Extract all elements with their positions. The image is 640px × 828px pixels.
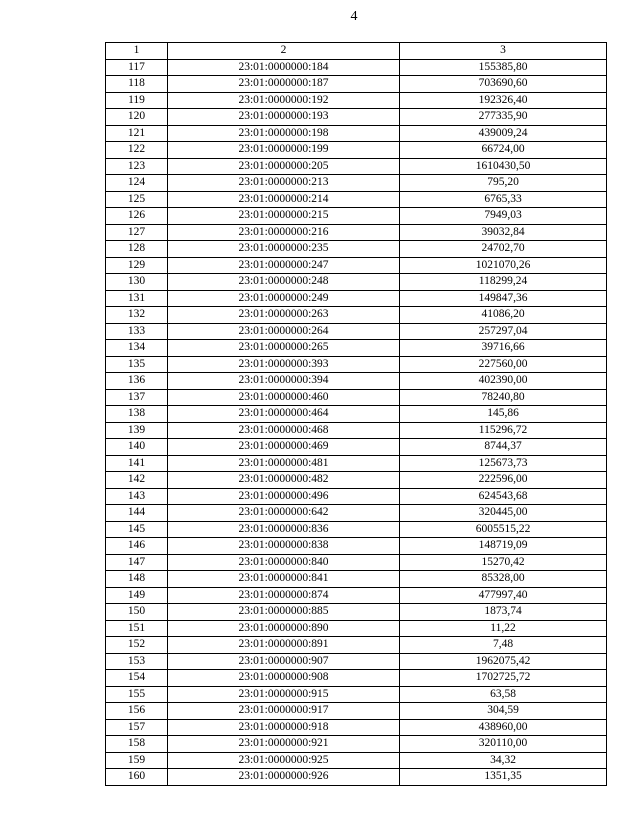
cadastral-number-cell: 23:01:0000000:198	[168, 125, 400, 142]
value-cell: 6005515,22	[400, 521, 607, 538]
value-cell: 41086,20	[400, 307, 607, 324]
table-row	[106, 488, 607, 505]
value-cell: 8744,37	[400, 439, 607, 456]
row-number-cell: 136	[106, 373, 168, 390]
cadastral-number-cell: 23:01:0000000:642	[168, 505, 400, 522]
row-number-cell: 126	[106, 208, 168, 225]
table-row	[106, 554, 607, 571]
row-number-cell: 131	[106, 290, 168, 307]
value-cell: 125673,73	[400, 455, 607, 472]
row-number-cell: 150	[106, 604, 168, 621]
cadastral-number-cell: 23:01:0000000:394	[168, 373, 400, 390]
cadastral-number-cell: 23:01:0000000:213	[168, 175, 400, 192]
table-row	[106, 307, 607, 324]
data-table	[105, 42, 607, 786]
value-cell: 34,32	[400, 752, 607, 769]
row-number-cell: 133	[106, 323, 168, 340]
cadastral-number-cell: 23:01:0000000:838	[168, 538, 400, 555]
cadastral-number-cell: 23:01:0000000:216	[168, 224, 400, 241]
value-cell: 402390,00	[400, 373, 607, 390]
row-number-cell: 119	[106, 92, 168, 109]
row-number-cell: 124	[106, 175, 168, 192]
value-cell: 1021070,26	[400, 257, 607, 274]
row-number-cell: 144	[106, 505, 168, 522]
cadastral-number-cell: 23:01:0000000:187	[168, 76, 400, 93]
cadastral-number-cell: 23:01:0000000:926	[168, 769, 400, 786]
table-row	[106, 373, 607, 390]
table-row	[106, 142, 607, 159]
cadastral-number-cell: 23:01:0000000:917	[168, 703, 400, 720]
row-number-cell: 139	[106, 422, 168, 439]
row-number-cell: 117	[106, 59, 168, 76]
value-cell: 39716,66	[400, 340, 607, 357]
cadastral-number-cell: 23:01:0000000:874	[168, 587, 400, 604]
table-row	[106, 92, 607, 109]
row-number-cell: 137	[106, 389, 168, 406]
cadastral-number-cell: 23:01:0000000:264	[168, 323, 400, 340]
table-row	[106, 109, 607, 126]
row-number-cell: 160	[106, 769, 168, 786]
table-row	[106, 505, 607, 522]
table-row	[106, 439, 607, 456]
value-cell: 227560,00	[400, 356, 607, 373]
row-number-cell: 148	[106, 571, 168, 588]
cadastral-number-cell: 23:01:0000000:468	[168, 422, 400, 439]
value-cell: 703690,60	[400, 76, 607, 93]
row-number-cell: 149	[106, 587, 168, 604]
row-number-cell: 159	[106, 752, 168, 769]
row-number-cell: 151	[106, 620, 168, 637]
table-row	[106, 653, 607, 670]
cadastral-number-cell: 23:01:0000000:199	[168, 142, 400, 159]
header-row	[106, 43, 607, 60]
value-cell: 320110,00	[400, 736, 607, 753]
table-row	[106, 241, 607, 258]
value-cell: 320445,00	[400, 505, 607, 522]
cadastral-number-cell: 23:01:0000000:393	[168, 356, 400, 373]
row-number-cell: 127	[106, 224, 168, 241]
table-row	[106, 422, 607, 439]
cadastral-number-cell: 23:01:0000000:836	[168, 521, 400, 538]
table-header	[106, 43, 607, 60]
row-number-cell: 128	[106, 241, 168, 258]
value-cell: 24702,70	[400, 241, 607, 258]
value-cell: 795,20	[400, 175, 607, 192]
table-row	[106, 76, 607, 93]
table-row	[106, 670, 607, 687]
cadastral-number-cell: 23:01:0000000:496	[168, 488, 400, 505]
table-row	[106, 752, 607, 769]
value-cell: 115296,72	[400, 422, 607, 439]
table-row	[106, 125, 607, 142]
row-number-cell: 158	[106, 736, 168, 753]
value-cell: 11,22	[400, 620, 607, 637]
cadastral-number-cell: 23:01:0000000:464	[168, 406, 400, 423]
cadastral-number-cell: 23:01:0000000:482	[168, 472, 400, 489]
value-cell: 155385,80	[400, 59, 607, 76]
value-cell: 438960,00	[400, 719, 607, 736]
table-row	[106, 406, 607, 423]
cadastral-number-cell: 23:01:0000000:215	[168, 208, 400, 225]
header-cell-3: 3	[400, 43, 607, 60]
table-row	[106, 356, 607, 373]
value-cell: 439009,24	[400, 125, 607, 142]
cadastral-number-cell: 23:01:0000000:235	[168, 241, 400, 258]
row-number-cell: 134	[106, 340, 168, 357]
cadastral-number-cell: 23:01:0000000:184	[168, 59, 400, 76]
header-cell-1: 1	[106, 43, 168, 60]
table-row	[106, 208, 607, 225]
cadastral-number-cell: 23:01:0000000:921	[168, 736, 400, 753]
cadastral-number-cell: 23:01:0000000:840	[168, 554, 400, 571]
table-row	[106, 323, 607, 340]
value-cell: 6765,33	[400, 191, 607, 208]
value-cell: 1702725,72	[400, 670, 607, 687]
page-number: 4	[350, 9, 358, 24]
table-row	[106, 191, 607, 208]
cadastral-number-cell: 23:01:0000000:247	[168, 257, 400, 274]
value-cell: 7949,03	[400, 208, 607, 225]
row-number-cell: 147	[106, 554, 168, 571]
row-number-cell: 157	[106, 719, 168, 736]
value-cell: 85328,00	[400, 571, 607, 588]
value-cell: 1351,35	[400, 769, 607, 786]
value-cell: 148719,09	[400, 538, 607, 555]
table-row	[106, 455, 607, 472]
table-row	[106, 521, 607, 538]
cadastral-number-cell: 23:01:0000000:885	[168, 604, 400, 621]
row-number-cell: 122	[106, 142, 168, 159]
cadastral-number-cell: 23:01:0000000:193	[168, 109, 400, 126]
row-number-cell: 125	[106, 191, 168, 208]
value-cell: 63,58	[400, 686, 607, 703]
row-number-cell: 146	[106, 538, 168, 555]
row-number-cell: 135	[106, 356, 168, 373]
row-number-cell: 145	[106, 521, 168, 538]
value-cell: 277335,90	[400, 109, 607, 126]
cadastral-number-cell: 23:01:0000000:263	[168, 307, 400, 324]
value-cell: 477997,40	[400, 587, 607, 604]
row-number-cell: 123	[106, 158, 168, 175]
table-row	[106, 620, 607, 637]
cadastral-number-cell: 23:01:0000000:205	[168, 158, 400, 175]
cadastral-number-cell: 23:01:0000000:248	[168, 274, 400, 291]
table-row	[106, 274, 607, 291]
table-body	[106, 59, 607, 785]
table-row	[106, 175, 607, 192]
table-row	[106, 290, 607, 307]
row-number-cell: 154	[106, 670, 168, 687]
row-number-cell: 132	[106, 307, 168, 324]
value-cell: 149847,36	[400, 290, 607, 307]
table-row	[106, 736, 607, 753]
table-row	[106, 224, 607, 241]
table-row	[106, 587, 607, 604]
header-cell-2: 2	[168, 43, 400, 60]
value-cell: 7,48	[400, 637, 607, 654]
value-cell: 66724,00	[400, 142, 607, 159]
table-row	[106, 719, 607, 736]
row-number-cell: 130	[106, 274, 168, 291]
value-cell: 78240,80	[400, 389, 607, 406]
cadastral-number-cell: 23:01:0000000:907	[168, 653, 400, 670]
table-row	[106, 59, 607, 76]
value-cell: 624543,68	[400, 488, 607, 505]
cadastral-number-cell: 23:01:0000000:265	[168, 340, 400, 357]
cadastral-number-cell: 23:01:0000000:890	[168, 620, 400, 637]
cadastral-number-cell: 23:01:0000000:915	[168, 686, 400, 703]
row-number-cell: 140	[106, 439, 168, 456]
cadastral-number-cell: 23:01:0000000:908	[168, 670, 400, 687]
value-cell: 192326,40	[400, 92, 607, 109]
row-number-cell: 121	[106, 125, 168, 142]
cadastral-number-cell: 23:01:0000000:481	[168, 455, 400, 472]
value-cell: 15270,42	[400, 554, 607, 571]
table-row	[106, 158, 607, 175]
value-cell: 118299,24	[400, 274, 607, 291]
table-row	[106, 389, 607, 406]
cadastral-number-cell: 23:01:0000000:249	[168, 290, 400, 307]
table-row	[106, 538, 607, 555]
value-cell: 1610430,50	[400, 158, 607, 175]
table-row	[106, 604, 607, 621]
cadastral-number-cell: 23:01:0000000:925	[168, 752, 400, 769]
cadastral-number-cell: 23:01:0000000:841	[168, 571, 400, 588]
value-cell: 145,86	[400, 406, 607, 423]
row-number-cell: 141	[106, 455, 168, 472]
row-number-cell: 129	[106, 257, 168, 274]
row-number-cell: 155	[106, 686, 168, 703]
cadastral-number-cell: 23:01:0000000:469	[168, 439, 400, 456]
value-cell: 304,59	[400, 703, 607, 720]
row-number-cell: 138	[106, 406, 168, 423]
row-number-cell: 153	[106, 653, 168, 670]
table-row	[106, 637, 607, 654]
cadastral-number-cell: 23:01:0000000:918	[168, 719, 400, 736]
cadastral-number-cell: 23:01:0000000:891	[168, 637, 400, 654]
row-number-cell: 156	[106, 703, 168, 720]
cadastral-number-cell: 23:01:0000000:192	[168, 92, 400, 109]
value-cell: 222596,00	[400, 472, 607, 489]
row-number-cell: 152	[106, 637, 168, 654]
table-row	[106, 686, 607, 703]
row-number-cell: 142	[106, 472, 168, 489]
cadastral-number-cell: 23:01:0000000:214	[168, 191, 400, 208]
table-row	[106, 571, 607, 588]
value-cell: 39032,84	[400, 224, 607, 241]
value-cell: 1962075,42	[400, 653, 607, 670]
row-number-cell: 143	[106, 488, 168, 505]
table-row	[106, 769, 607, 786]
table-row	[106, 257, 607, 274]
row-number-cell: 118	[106, 76, 168, 93]
value-cell: 257297,04	[400, 323, 607, 340]
table-row	[106, 472, 607, 489]
table-row	[106, 703, 607, 720]
row-number-cell: 120	[106, 109, 168, 126]
value-cell: 1873,74	[400, 604, 607, 621]
cadastral-number-cell: 23:01:0000000:460	[168, 389, 400, 406]
table-row	[106, 340, 607, 357]
